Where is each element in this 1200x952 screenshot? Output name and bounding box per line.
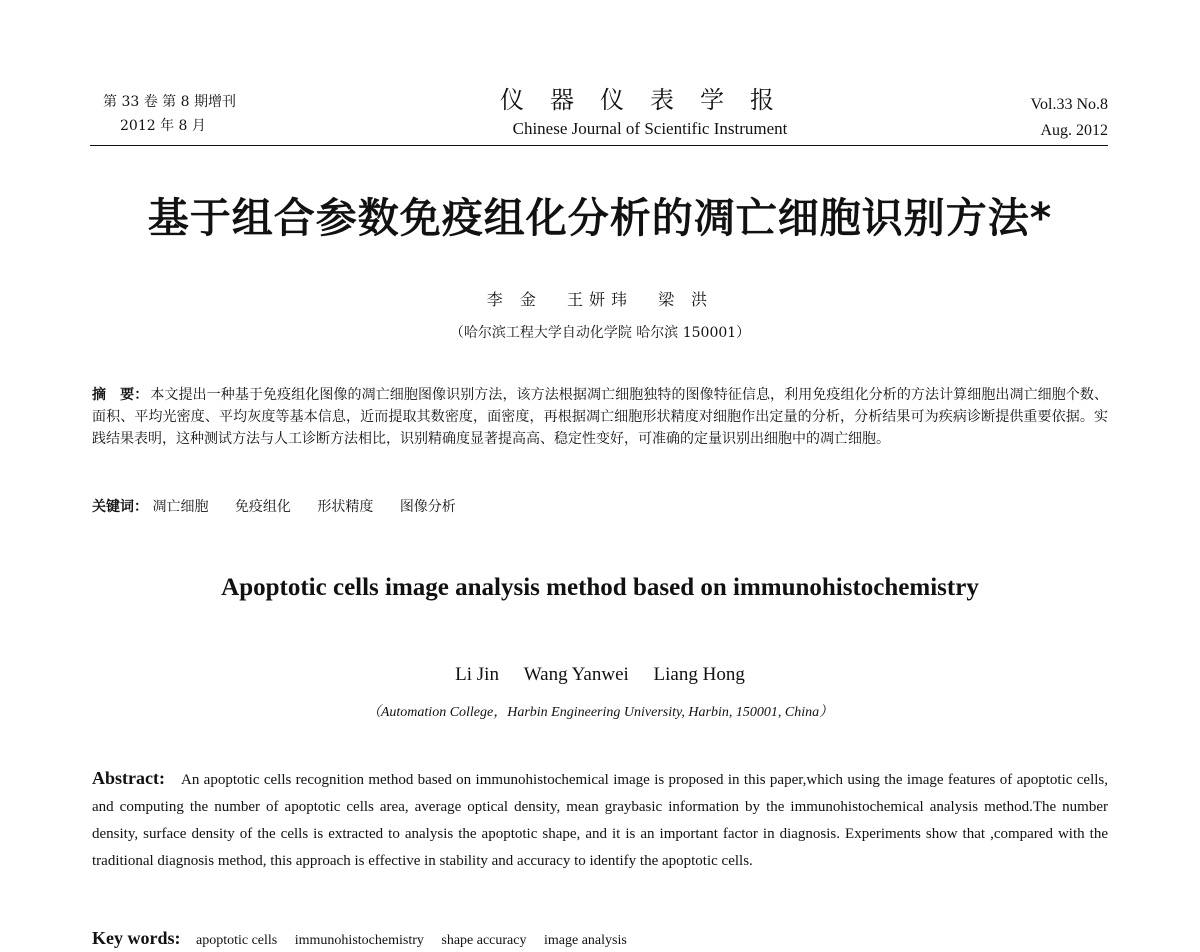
abstract-en-label: Abstract: bbox=[92, 768, 165, 788]
affiliation-cn: （哈尔滨工程大学自动化学院 哈尔滨 150001） bbox=[449, 325, 751, 341]
keywords-en bbox=[92, 928, 641, 949]
keyword-en: shape accuracy bbox=[441, 933, 527, 948]
abstract-cn bbox=[92, 384, 1108, 450]
abstract-cn-label: 摘 要： bbox=[92, 387, 149, 403]
journal-name bbox=[400, 84, 900, 140]
header-divider bbox=[90, 145, 1108, 146]
keyword-cn: 形状精度 bbox=[317, 499, 374, 515]
keywords-cn bbox=[92, 496, 478, 516]
header-vol-no: Vol.33 No.8 bbox=[1030, 96, 1108, 113]
keywords-en-label: Key words: bbox=[92, 928, 181, 948]
paper-title-en: Apoptotic cells image analysis method based on immunohistochemistry bbox=[221, 574, 979, 601]
abstract-cn-text: 本文提出一种基于免疫组化图像的凋亡细胞图像识别方法，该方法根据凋亡细胞独特的图像特征信息，利用免疫组化分析的方法计算细胞出凋亡细胞个数、面积、平均光密度、平均灰度等基本信息，近而提取其数密度，面密度，再根据凋亡细胞形状精度对细胞作出定量的分析，分析结果可为疾病诊断提供重要依据。实践结果表明，这种测试方法与人工诊断方法相比，识别精确度显著提高高、稳定性变好，可准确的定量识别出细胞中的凋亡细胞。 bbox=[92, 387, 1109, 447]
author-en: Liang Hong bbox=[653, 664, 745, 685]
keyword-cn: 免疫组化 bbox=[234, 499, 291, 515]
author-cn: 梁 洪 bbox=[658, 290, 714, 309]
journal-name-cn: 仪器仪表学报 bbox=[500, 86, 800, 114]
paper-title-cn: 基于组合参数免疫组化分析的凋亡细胞识别方法* bbox=[147, 194, 1053, 242]
keyword-cn: 凋亡细胞 bbox=[152, 499, 209, 515]
keyword-en: image analysis bbox=[543, 933, 627, 948]
author-list-en bbox=[0, 664, 1200, 686]
author-cn: 王妍玮 bbox=[566, 290, 633, 309]
keyword-en: immunohistochemistry bbox=[294, 933, 424, 948]
journal-name-en: Chinese Journal of Scientific Instrument bbox=[512, 119, 788, 138]
header-volume-issue: 第 33 卷 第 8 期增刊 bbox=[103, 94, 236, 110]
abstract-en bbox=[92, 765, 1108, 875]
author-en: Wang Yanwei bbox=[523, 664, 629, 685]
keyword-en: apoptotic cells bbox=[196, 933, 278, 948]
abstract-en-text: An apoptotic cells recognition method based on immunohistochemical image is proposed in this paper,which using the image features of apoptotic cells, and computing the number of apoptotic cells area, average optical density, mean graybasic information by the immunohistochemical analysis method.The number density, surface density of the cells is extracted to analysis the apoptotic shape, and it is an important factor in diagnosis. Experiments show that ,compared with the traditional diagnosis method, this approach is effective in stability and accuracy to identify the apoptotic cells. bbox=[92, 772, 1108, 869]
author-cn: 李 金 bbox=[486, 290, 542, 309]
keyword-cn: 图像分析 bbox=[399, 499, 456, 515]
author-list-cn bbox=[0, 287, 1200, 310]
header-volume-info bbox=[103, 90, 236, 138]
header-date-en: Aug. 2012 bbox=[1040, 122, 1108, 139]
affiliation-en: （Automation College，Harbin Engineering University, Harbin, 150001, China） bbox=[366, 705, 834, 720]
header-volume-en bbox=[1031, 92, 1109, 144]
author-en: Li Jin bbox=[455, 664, 499, 685]
header-date-cn: 2012 年 8 月 bbox=[120, 118, 206, 134]
keywords-cn-label: 关键词： bbox=[92, 499, 148, 515]
